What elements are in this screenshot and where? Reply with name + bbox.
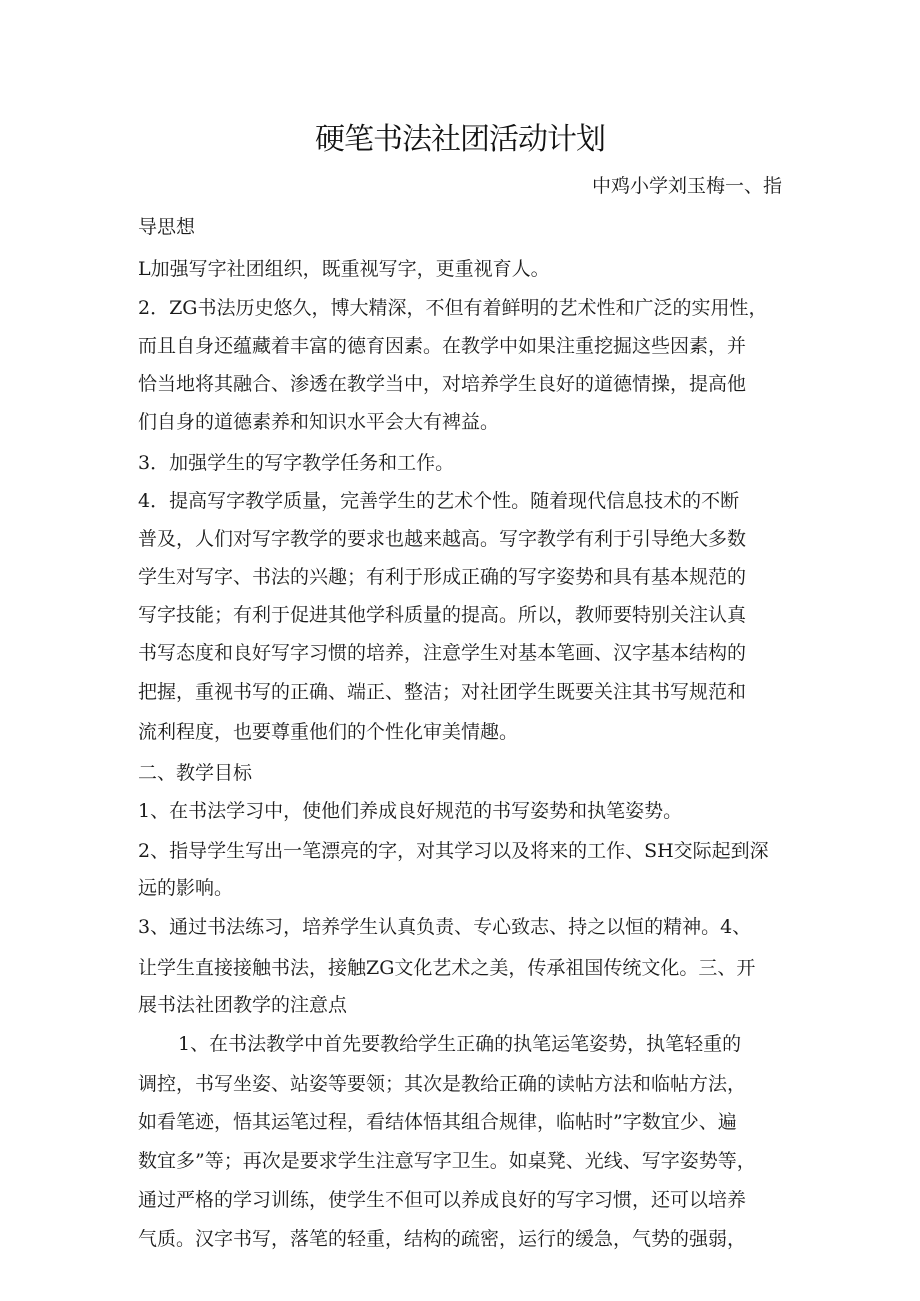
text-line: 展书法社团教学的注意点 [138, 994, 348, 1016]
text-line: 3．加强学生的写字教学任务和工作。 [138, 452, 455, 474]
text-line: 数宜多”等；再次是要求学生注意写字卫生。如桌凳、光线、写字姿势等， [138, 1150, 756, 1172]
text-line: 如看笔迹，悟其运笔过程，看结体悟其组合规律，临帖时”字数宜少、遍 [138, 1111, 737, 1133]
text-line: 气质。汉字书写，落笔的轻重，结构的疏密，运行的缓急，气势的强弱， [138, 1228, 747, 1250]
document-title: 硬笔书法社团活动计划 [315, 122, 605, 157]
text-line: 普及，人们对写字教学的要求也越来越高。写字教学有利于引导绝大多数 [138, 528, 747, 550]
text-line: 1、在书法教学中首先要教给学生正确的执笔运笔姿势，执笔轻重的 [178, 1033, 742, 1055]
text-line: 2．ZG书法历史悠久，博大精深，不但有着鲜明的艺术性和广泛的实用性， [138, 297, 768, 319]
text-line: 恰当地将其融合、渗透在教学当中，对培养学生良好的道德情操，提高他 [138, 373, 747, 395]
text-line: 1、在书法学习中，使他们养成良好规范的书写姿势和执笔姿势。 [138, 800, 683, 822]
text-line: 而且自身还蕴藏着丰富的德育因素。在教学中如果注重挖掘这些因素，并 [138, 335, 747, 357]
text-line: 让学生直接接触书法，接触ZG文化艺术之美，传承祖国传统文化。三、开 [138, 957, 756, 979]
text-line: 书写态度和良好写字习惯的培养，注意学生对基本笔画、汉字基本结构的 [138, 642, 747, 664]
text-line: 写字技能；有利于促进其他学科质量的提高。所以，教师要特别关注认真 [138, 604, 747, 626]
text-line: 远的影响。 [138, 877, 234, 899]
text-line: 3、通过书法练习，培养学生认真负责、专心致志、持之以恒的精神。4、 [138, 916, 752, 938]
text-line: 流利程度，也要尊重他们的个性化审美情趣。 [138, 721, 519, 743]
text-line: 2、指导学生写出一笔漂亮的字，对其学习以及将来的工作、SH交际起到深 [138, 840, 769, 862]
text-line: 们自身的道德素养和知识水平会大有裨益。 [138, 411, 500, 433]
text-line: 学生对写字、书法的兴趣；有利于形成正确的写字姿势和具有基本规范的 [138, 566, 747, 588]
text-line: L加强写字社团组织，既重视写字，更重视育人。 [138, 258, 550, 280]
text-line: 把握，重视书写的正确、端正、整洁；对社团学生既要关注其书写规范和 [138, 681, 747, 703]
text-line: 通过严格的学习训练，使学生不但可以养成良好的写字习惯，还可以培养 [138, 1189, 747, 1211]
section-heading: 二、教学目标 [138, 762, 253, 784]
text-line: 调控，书写坐姿、站姿等要领；其次是教给正确的读帖方法和临帖方法， [138, 1073, 747, 1095]
author-line: 中鸡小学刘玉梅一、指 [591, 175, 782, 197]
text-line: 4．提高写字教学质量，完善学生的艺术个性。随着现代信息技术的不断 [138, 490, 740, 512]
text-line: 导思想 [138, 216, 196, 238]
